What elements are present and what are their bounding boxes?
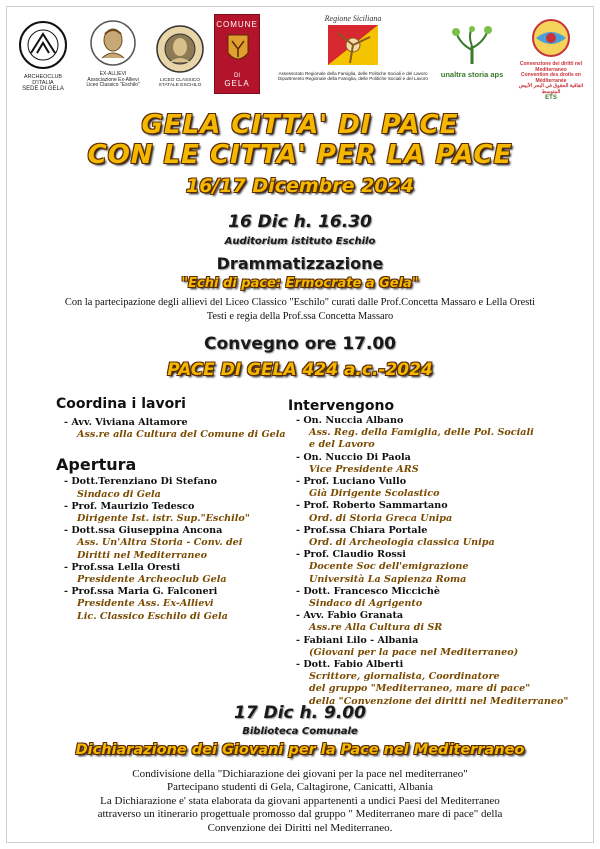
regione-line1: Assessorato Regionale della Famiglia, delle Politiche Sociali e del Lavoro <box>278 71 428 76</box>
liceo-name: LICEO CLASSICO STATALE ESCHILO <box>158 78 202 89</box>
regione-line2: Dipartimento Regionale della Famiglia, delle Politiche Sociali e del Lavoro <box>278 76 428 82</box>
apertura-entry <box>64 476 286 500</box>
day1-heading: 16 Dic h. 16.30 <box>228 212 372 232</box>
day2-venue: Biblioteca Comunale <box>242 726 358 737</box>
speaker-name-9: - Fabiani Lilo - Albania <box>296 635 588 647</box>
regione-title: Regione Siciliana <box>324 14 382 23</box>
convenzione-line2: Convention des droits en Méditerranée <box>520 72 581 84</box>
unaltra-logo <box>438 26 506 79</box>
drama-line1: Con la partecipazione degli allievi del Liceo Classico "Eschilo" curati dalle Prof.Concetta Massaro e Lella Oresti <box>64 297 536 308</box>
speaker-entry <box>296 586 588 610</box>
regione-logo <box>278 14 428 81</box>
apertura-name-1: - Dott.Terenziano Di Stefano <box>64 476 286 488</box>
convegno-heading: Convegno ore 17.00 <box>203 334 397 354</box>
drama-title: "Echi di pace: Ermocrate a Gela" <box>181 276 419 291</box>
apertura-role-2: Dirigente Ist. istr. Sup."Eschilo" <box>77 513 250 525</box>
speaker-role-5: Ord. di Archeologia classica Unipa <box>309 537 495 549</box>
speaker-name-6: - Prof. Claudio Rossi <box>296 549 588 561</box>
coordina-name: - Avv. Viviana Altamore <box>64 417 286 429</box>
speaker-name-1: - On. Nuccia Albano <box>296 415 588 427</box>
apertura-role-5b: Lic. Classico Eschilo di Gela <box>77 610 228 622</box>
speaker-entry <box>296 635 588 659</box>
speaker-role-8: Ass.re Alla Cultura di SR <box>309 622 443 634</box>
speaker-name-8: - Avv. Fabio Granata <box>296 610 588 622</box>
apertura-entry <box>64 525 286 562</box>
right-column <box>288 398 588 708</box>
coordina-heading: Coordina i lavori <box>56 396 186 412</box>
day2-line-5: Convenzione dei Diritti nel Mediterraneo. <box>207 821 393 834</box>
speaker-list <box>288 415 588 708</box>
convenzione-globe-icon <box>514 18 588 58</box>
title-line2: CON LE CITTA' PER LA PACE <box>87 140 513 170</box>
speaker-role-1b: e del Lavoro <box>309 439 375 451</box>
comune-bottom: GELA <box>224 79 250 88</box>
comune-di: DI <box>234 73 240 79</box>
title-line1: GELA CITTA' DI PACE <box>141 110 459 140</box>
apertura-role-1: Sindaco di Gela <box>77 488 161 500</box>
speaker-role-6b: Università La Sapienza Roma <box>309 573 467 585</box>
intervengono-heading: Intervengono <box>288 398 395 414</box>
speaker-role-6a: Docente Soc dell'emigrazione <box>309 561 469 573</box>
exallievi-sub: Associazione Ex-Allievi Liceo Classico "Eschilo" <box>86 76 140 88</box>
apertura-name-2: - Prof. Maurizio Tedesco <box>64 501 286 513</box>
unaltra-name: unaltra storia aps <box>440 70 504 79</box>
speaker-role-10a: Scrittore, giornalista, Coordinatore <box>309 671 500 683</box>
archeoclub-logo <box>18 20 68 93</box>
apertura-entry <box>64 586 286 623</box>
day2-body <box>0 768 600 835</box>
apertura-name-5: - Prof.ssa Maria G. Falconeri <box>64 586 286 598</box>
speaker-name-4: - Prof. Roberto Sammartano <box>296 500 588 512</box>
tree-icon <box>438 26 506 66</box>
speaker-entry <box>296 415 588 452</box>
comune-top: COMUNE <box>216 20 258 29</box>
apertura-role-3a: Ass. Un'Altra Storia - Conv. dei <box>77 537 243 549</box>
speaker-role-1a: Ass. Reg. della Famiglia, delle Pol. Sociali <box>309 427 534 439</box>
apertura-role-3b: Diritti nel Mediterraneo <box>77 549 207 561</box>
day2-line-4: attraverso un itinerario progettuale promosso dal gruppo " Mediterraneo mare di pace" della <box>97 808 503 821</box>
apertura-entry <box>64 501 286 525</box>
speaker-role-10b: del gruppo "Mediterraneo, mare di pace" <box>309 683 531 695</box>
speaker-role-2: Vice Presidente ARS <box>309 463 419 475</box>
speaker-entry <box>296 549 588 586</box>
day2-line-3: La Dichiarazione e' stata elaborata da giovani appartenenti a undici Paesi del Mediterraneo <box>100 794 500 807</box>
drama-line2: Testi e regia della Prof.ssa Concetta Massaro <box>206 311 394 322</box>
speaker-entry <box>296 500 588 524</box>
apertura-entry <box>64 562 286 586</box>
coordina-entry <box>56 417 286 441</box>
apertura-name-3: - Dott.ssa Giuseppina Ancona <box>64 525 286 537</box>
speaker-name-3: - Prof. Luciano Vullo <box>296 476 588 488</box>
liceo-logo <box>152 24 208 89</box>
apertura-name-4: - Prof.ssa Lella Oresti <box>64 562 286 574</box>
archeoclub-emblem-icon <box>18 20 68 70</box>
apertura-role-5a: Presidente Ass. Ex-Allievi <box>77 598 214 610</box>
title-dates: 16/17 Dicembre 2024 <box>185 175 415 197</box>
convegno-title: PACE DI GELA 424 a.c.-2024 <box>167 360 433 380</box>
exallievi-emblem-icon <box>82 18 144 68</box>
speaker-entry <box>296 610 588 634</box>
exallievi-ring: EX-ALLIEVI <box>99 71 127 77</box>
comune-logo <box>214 14 260 94</box>
convenzione-logo <box>514 18 588 102</box>
speaker-name-2: - On. Nuccio Di Paola <box>296 452 588 464</box>
speaker-entry <box>296 452 588 476</box>
day1-venue: Auditorium istituto Eschilo <box>224 236 376 247</box>
speaker-entry <box>296 659 588 708</box>
coordina-role: Ass.re alla Cultura del Comune di Gela <box>77 429 286 441</box>
apertura-heading: Apertura <box>56 455 137 475</box>
day2-line-2: Partecipano studenti di Gela, Caltagirone, Canicatti, Albania <box>166 781 434 794</box>
speaker-entry <box>296 476 588 500</box>
speaker-role-10c: della "Convenzione dei diritti nel Mediterraneo" <box>309 695 569 707</box>
apertura-list <box>56 476 286 622</box>
speaker-name-5: - Prof.ssa Chiara Portale <box>296 525 588 537</box>
convenzione-line1: Convenzione dei diritti nel Mediterraneo <box>519 61 583 73</box>
archeoclub-name: ARCHEOCLUB D'ITALIA <box>23 74 63 87</box>
liceo-emblem-icon <box>152 24 208 74</box>
convenzione-ets: ETS <box>545 95 557 101</box>
comune-crest-icon <box>215 29 261 69</box>
drama-label: Drammatizzazione <box>216 254 384 273</box>
speaker-role-3: Già Dirigente Scolastico <box>309 488 440 500</box>
speaker-name-7: - Dott. Francesco Miccichè <box>296 586 588 598</box>
day2-line-1: Condivisione della "Dichiarazione dei giovani per la pace nel mediterraneo" <box>132 768 468 780</box>
speaker-role-4: Ord. di Storia Greca Unipa <box>309 512 453 524</box>
exallievi-logo <box>82 18 144 89</box>
speaker-role-7: Sindaco di Agrigento <box>309 598 423 610</box>
left-column <box>56 396 286 623</box>
logo-row <box>10 14 590 101</box>
declaration-title: Dichiarazione dei Giovani per la Pace nel Mediterraneo <box>75 742 525 758</box>
speaker-entry <box>296 525 588 549</box>
convenzione-line3: اتفاقية الحقوق في البحر الأبيض المتوسط <box>518 83 584 95</box>
apertura-role-4: Presidente Archeoclub Gela <box>77 574 227 586</box>
speaker-name-10: - Dott. Fabio Alberti <box>296 659 588 671</box>
archeoclub-sub: SEDE DI GELA <box>22 86 64 93</box>
day2-heading: 17 Dic h. 9.00 <box>234 703 366 723</box>
speaker-role-9: (Giovani per la pace nel Mediterraneo) <box>309 646 519 658</box>
trinacria-icon <box>278 23 428 67</box>
